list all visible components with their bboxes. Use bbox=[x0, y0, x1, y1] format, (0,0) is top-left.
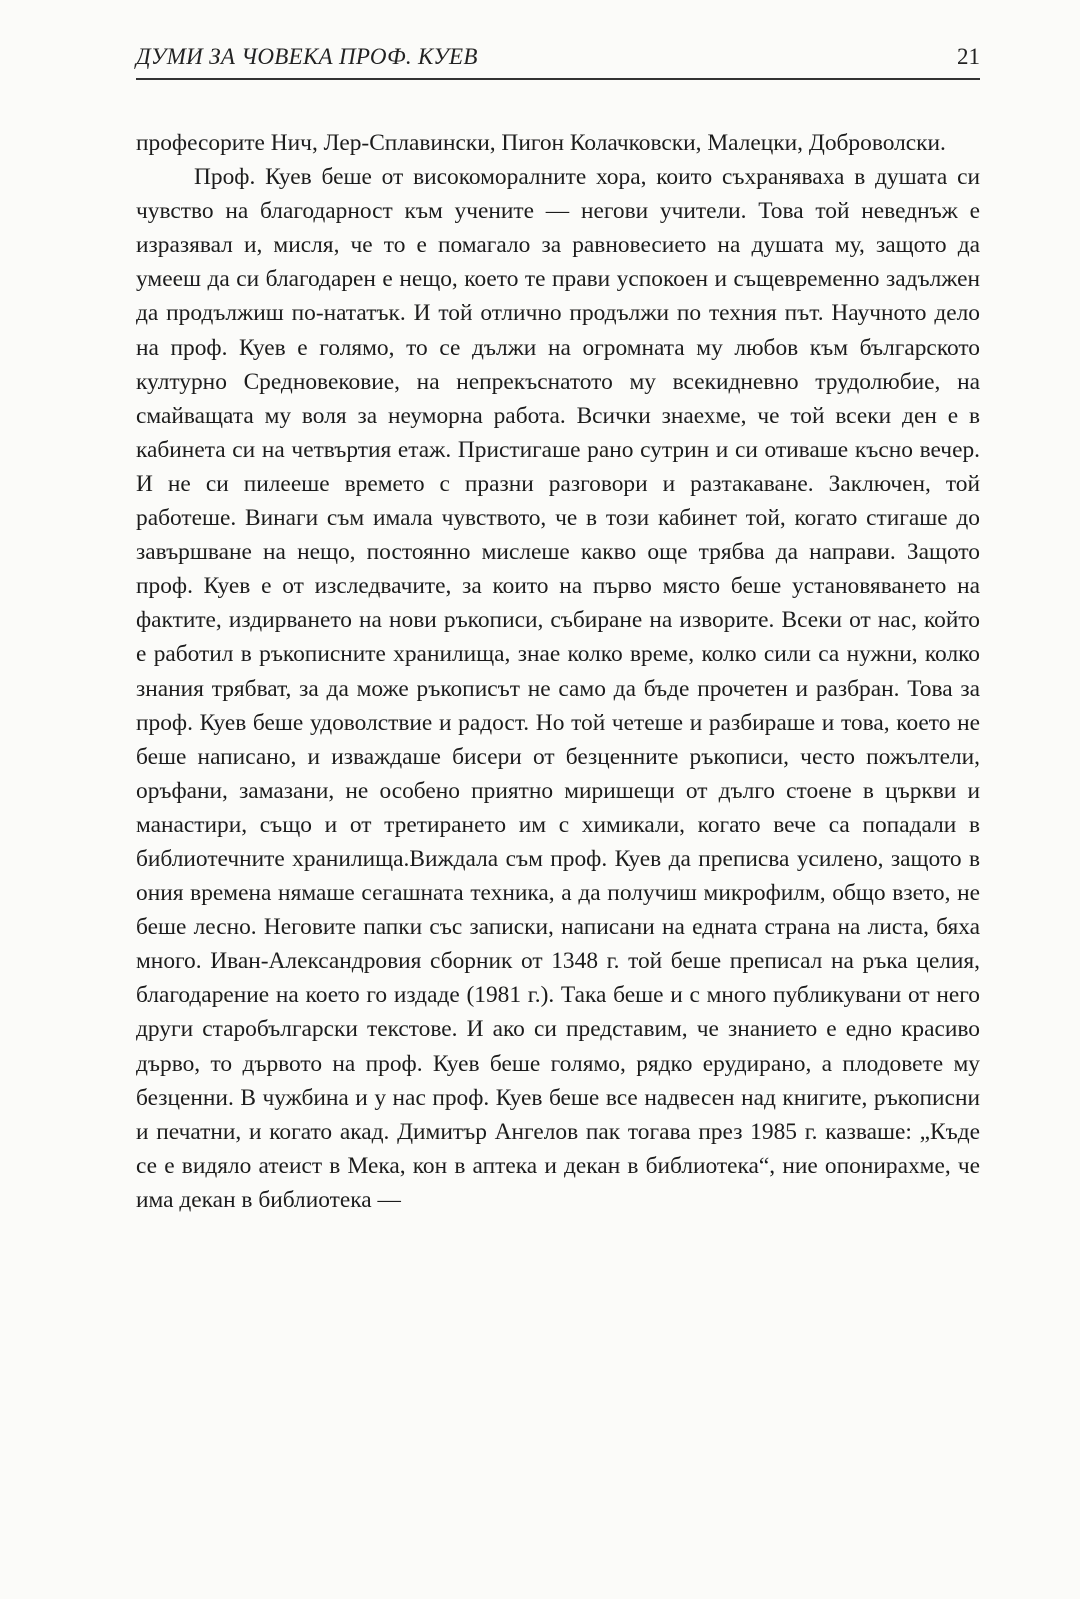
paragraph-continuation: професорите Нич, Лер-Сплавински, Пигон Колачковски, Малецки, Доброволски. bbox=[136, 130, 946, 156]
header-title: ДУМИ ЗА ЧОВЕКА ПРОФ. КУЕВ bbox=[136, 44, 478, 69]
header-rule bbox=[136, 78, 980, 80]
page-number: 21 bbox=[957, 44, 980, 69]
running-header bbox=[136, 44, 980, 80]
paragraph-main: Проф. Куев беше от високоморалните хора, които съхраняваха в душата си чувство на благодарност към учените — негови учители. Това той неведнъж е изразявал и, мисля, че то е помагало за равновесието на душата му, защото да умееш да си благодарен е нещо, което те прави успокоен и същевременно задължен да продължиш по-нататък. И той отлично продължи по техния път. Научното дело на проф. Куев е голямо, то се дължи на огромната му любов към българското културно Средновековие, на непрекъснатото му всекидневно трудолюбие, на смайващата му воля за неуморна работа. Всички знаехме, че той всеки ден е в кабинета си на четвъртия етаж. Пристигаше рано сутрин и си отиваше късно вечер. И не си пилееше времето с празни разговори и разтакаване. Заключен, той работеше. Винаги съм имала чувството, че в този кабинет той, когато стигаше до завършване на нещо, постоянно мислеше какво още трябва да направи. Защото проф. Куев е от изследвачите, за които на първо място беше установяването на фактите, издирването на нови ръкописи, събиране на изворите. Всеки от нас, който е работил в ръкописните хранилища, знае колко време, колко сили са нужни, колко знания трябват, за да може ръкописът не само да бъде прочетен и разбран. Това за проф. Куев беше удоволствие и радост. Но той четеше и разбираше и това, което не беше написано, и изваждаше бисери от безценните ръкописи, често пожълтели, оръфани, замазани, не особено приятно миришещи от дълго стоене в църкви и манастири, също и от третирането им с химикали, когато вече са попадали в библиотечните хранилища.Виждала съм проф. Куев да преписва усилено, защото в ония времена нямаше сегашната техника, а да получиш микрофилм, общо взето, не беше лесно. Неговите папки със записки, написани на едната страна на листа, бяха много. Иван-Александровия сборник от 1348 г. той беше преписал на ръка целия, благодарение на което го издаде (1981 г.). Така беше и с много публикувани от него други старобългарски текстове. И ако си представим, че знанието е едно красиво дърво, то дървото на проф. Куев беше голямо, рядко ерудирано, а плодовете му безценни. В чужбина и у нас проф. Куев беше все надвесен над книгите, ръкописни и печатни, и когато акад. Димитър Ангелов пак тогава през 1985 г. казваше: „Къде се е видяло атеист в Мека, кон в аптека и декан в библиотека“, ние опонирахме, че има декан в библиотека — bbox=[136, 164, 980, 1213]
body-text bbox=[136, 126, 980, 1217]
